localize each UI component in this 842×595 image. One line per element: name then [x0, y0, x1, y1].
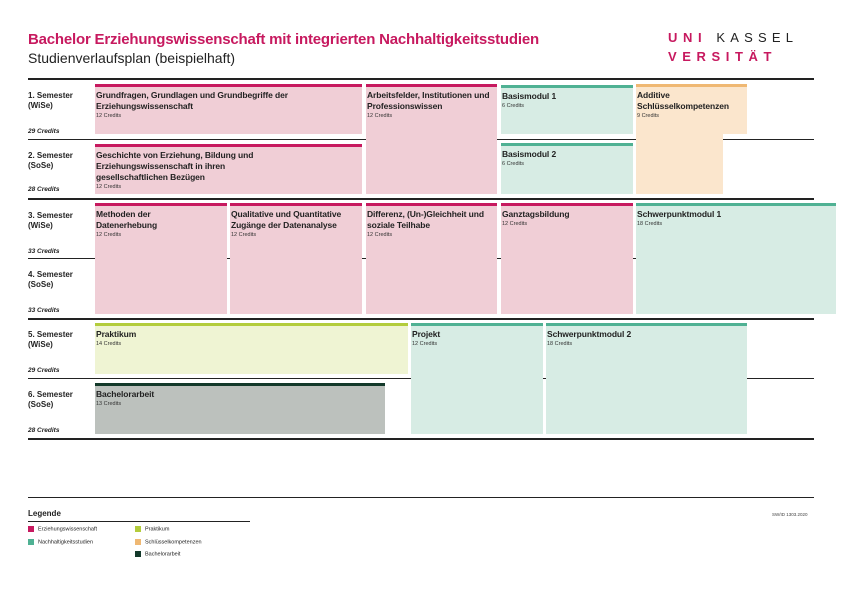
module-grundfragen: Grundfragen, Grundlagen und Grundbegriffe der Erziehungswissenschaft 12 Credits: [95, 84, 362, 134]
rule-legend: [28, 497, 814, 498]
module-basismodul-2: Basismodul 2 6 Credits: [501, 143, 633, 194]
semester-label: 2. Semester (SoSe): [28, 151, 73, 170]
semester-label: 1. Semester (WiSe): [28, 91, 73, 110]
legend-title: Legende: [28, 509, 61, 518]
module-basismodul-1: Basismodul 1 6 Credits: [501, 85, 633, 134]
legend-swatch: [28, 526, 34, 532]
legend-swatch: [135, 539, 141, 545]
module-schwerpunkt-1: Schwerpunktmodul 1 18 Credits: [636, 203, 836, 314]
module-projekt: Projekt 12 Credits: [411, 323, 543, 434]
legend-rule: [28, 521, 250, 522]
rule-sem5: [28, 318, 814, 320]
semester-credits: 29 Credits: [28, 367, 60, 374]
module-additive-schluesselkompetenzen: Additive Schlüsselkompetenzen 9 Credits: [636, 84, 747, 134]
semester-credits: 28 Credits: [28, 427, 60, 434]
semester-credits: 28 Credits: [28, 186, 60, 193]
rule-bottom: [28, 438, 814, 440]
semester-label: 5. Semester (WiSe): [28, 330, 73, 349]
legend-swatch: [135, 526, 141, 532]
legend-item-erziehungswissenschaft: Erziehungswissenschaft: [28, 526, 97, 533]
legend-swatch: [28, 539, 34, 545]
module-additive-extension: [636, 134, 723, 194]
module-geschichte: Geschichte von Erziehung, Bildung und Erziehungswissenschaft in ihren gesellschaftlichen Bezügen 12 Credits: [95, 144, 362, 194]
module-ganztagsbildung: Ganztagsbildung 12 Credits: [501, 203, 633, 314]
page-title: Bachelor Erziehungswissenschaft mit integrierten Nachhaltigkeitsstudien: [28, 31, 539, 48]
rule-sem3: [28, 198, 814, 200]
semester-label: 4. Semester (SoSe): [28, 270, 73, 289]
module-qualitative: Qualitative und Quantitative Zugänge der Datenanalyse 12 Credits: [230, 203, 362, 314]
document-code: SW/ID 1303.2020: [772, 512, 808, 517]
module-arbeitsfelder: Arbeitsfelder, Institutionen und Professionswissen 12 Credits: [366, 84, 497, 194]
module-praktikum: Praktikum 14 Credits: [95, 323, 408, 374]
semester-credits: 29 Credits: [28, 128, 60, 135]
legend-swatch: [135, 551, 141, 557]
semester-label: 6. Semester (SoSe): [28, 390, 73, 409]
module-bachelorarbeit: Bachelorarbeit 13 Credits: [95, 383, 385, 434]
legend-item-nachhaltigkeitsstudien: Nachhaltigkeitsstudien: [28, 539, 93, 546]
legend-item-praktikum: Praktikum: [135, 526, 169, 533]
module-differenz: Differenz, (Un-)Gleichheit und soziale Teilhabe 12 Credits: [366, 203, 497, 314]
module-methoden: Methoden der Datenerhebung 12 Credits: [95, 203, 227, 314]
page-subtitle: Studienverlaufsplan (beispielhaft): [28, 50, 236, 66]
module-schwerpunkt-2: Schwerpunktmodul 2 18 Credits: [546, 323, 747, 434]
rule-top: [28, 78, 814, 80]
legend-item-bachelorarbeit: Bachelorarbeit: [135, 551, 180, 558]
semester-credits: 33 Credits: [28, 307, 60, 314]
legend-item-schluesselkompetenzen: Schlüsselkompetenzen: [135, 539, 202, 546]
semester-label: 3. Semester (WiSe): [28, 211, 73, 230]
semester-credits: 33 Credits: [28, 248, 60, 255]
